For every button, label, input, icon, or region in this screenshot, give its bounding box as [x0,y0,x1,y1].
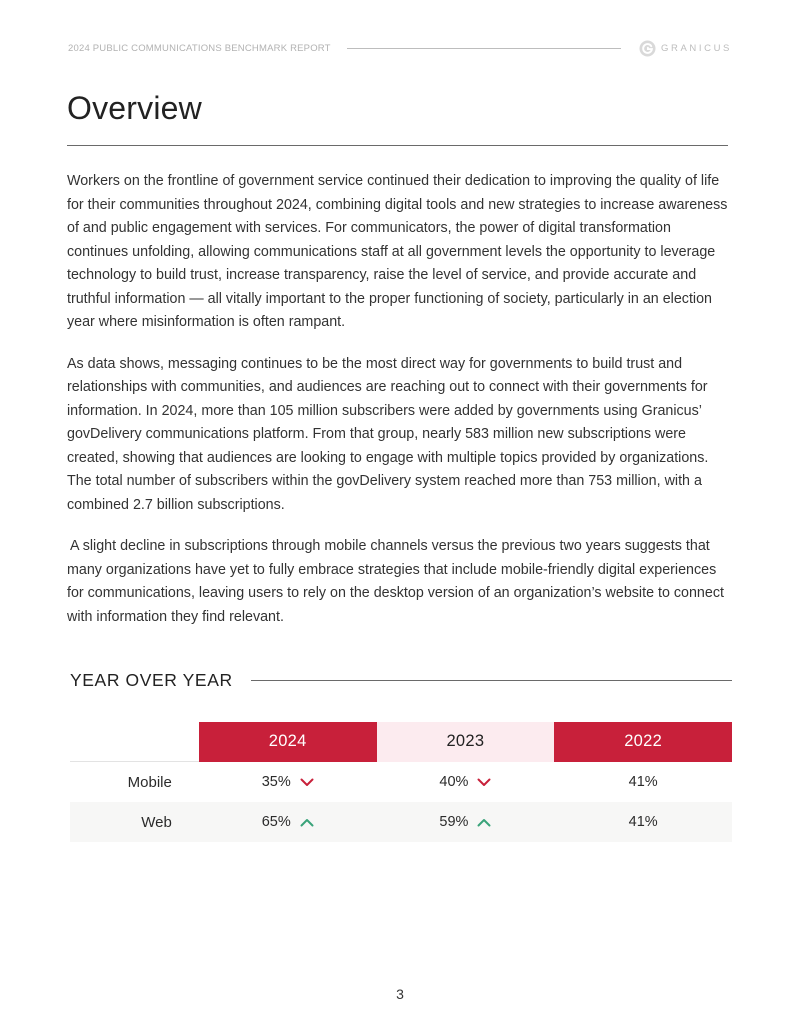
table-row-web [70,802,732,842]
cell-web-2024 [199,814,377,830]
trend-down-icon [300,778,314,787]
value-mobile-2024: 35% [261,774,291,790]
column-header-2024: 2024 [199,722,377,762]
column-header-2022: 2022 [554,722,732,762]
trend-up-icon [477,818,491,827]
cell-mobile-2023 [377,774,555,790]
page-title: Overview [67,90,202,126]
table-header-row [70,722,732,762]
brand-name: GRANICUS [661,42,732,54]
yoy-section-heading [70,670,732,691]
cell-web-2022 [554,814,732,830]
row-label-web: Web [141,813,172,831]
page-header [68,40,732,56]
granicus-logo-icon [639,40,656,57]
yoy-table [70,722,732,842]
yoy-title: YEAR OVER YEAR [70,670,233,690]
brand [639,40,732,57]
trend-down-icon [477,778,491,787]
cell-web-2023 [377,814,555,830]
value-mobile-2023: 40% [439,774,469,790]
value-web-2022: 41% [628,814,658,830]
trend-up-icon [300,818,314,827]
row-label-mobile: Mobile [127,773,172,791]
value-web-2023: 59% [439,814,469,830]
report-label: 2024 PUBLIC COMMUNICATIONS BENCHMARK REPORT [68,42,331,54]
overview-body [67,170,731,647]
cell-mobile-2024 [199,774,377,790]
value-web-2024: 65% [261,814,291,830]
cell-mobile-2022 [554,774,732,790]
table-row-mobile [70,762,732,802]
column-header-2023: 2023 [377,722,555,762]
page-number: 3 [396,986,404,1002]
title-divider [67,145,728,146]
header-divider [347,48,621,49]
paragraph-2: As data shows, messaging continues to be the most direct way for governments to build trust and relationships with communities, and audiences are reaching out to connect with their governments for information. In 2024, more than 105 million subscribers were added by governments using Granicus’ govDelivery communications platform. From that group, nearly 583 million new subscriptions were created, showing that audiences are looking to engage with multiple topics provided by organizations. The total number of subscribers within the govDelivery system reached more than 753 million, with a combined 2.7 billion subscriptions. [67,355,709,513]
paragraph-3: A slight decline in subscriptions through mobile channels versus the previous two years suggests that many organizations have yet to fully embrace strategies that include mobile-friendly digital experiences for communications, leaving users to rely on the desktop version of an organization’s website to connect with information they find relevant. [67,538,724,625]
value-mobile-2022: 41% [628,774,658,790]
yoy-divider [251,680,732,681]
paragraph-1: Workers on the frontline of government service continued their dedication to improving the quality of life for their communities throughout 2024, combining digital tools and new strategies to increase awareness of and public engagement with services. For communicators, the power of digital transformation continues unfolding, allowing communications staff at all government levels the opportunity to leverage technology to build trust, increase transparency, raise the level of service, and provide accurate and truthful information — all vitally important to the proper functioning of society, particularly in an election year where misinformation is often rampant. [67,173,728,330]
